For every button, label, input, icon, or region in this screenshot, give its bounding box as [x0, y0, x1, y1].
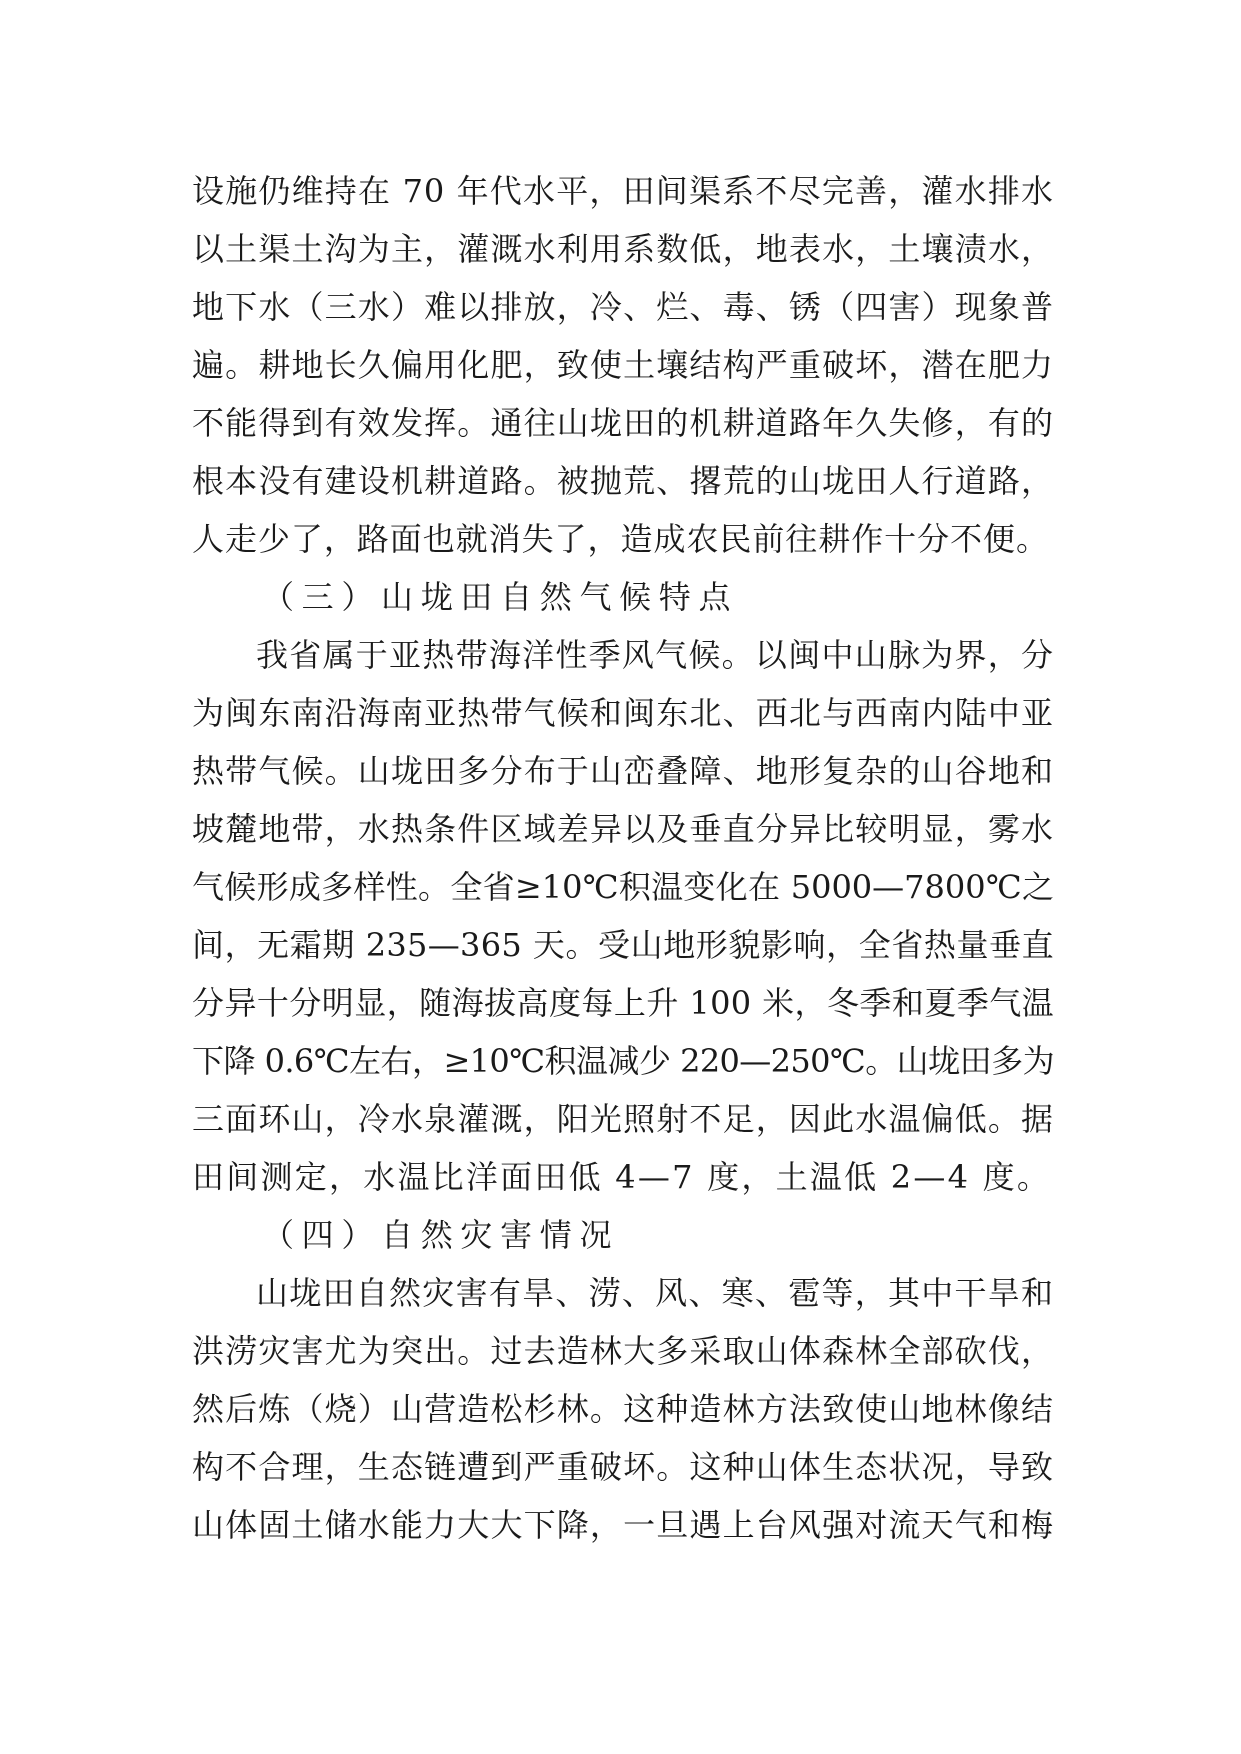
- text-line: 气候形成多样性。全省≥10℃积温变化在 5000—7800℃之: [192, 868, 1054, 906]
- text-line: 热带气候。山垅田多分布于山峦叠障、地形复杂的山谷地和: [192, 752, 1054, 790]
- section-heading: （三）山垅田自然气候特点: [262, 578, 739, 616]
- text-line: 间，无霜期 235—365 天。受山地形貌影响，全省热量垂直: [192, 926, 1054, 964]
- text-line: 山垅田自然灾害有旱、涝、风、寒、雹等，其中干旱和: [256, 1274, 1054, 1312]
- text-line: 为闽东南沿海南亚热带气候和闽东北、西北与西南内陆中亚: [192, 694, 1054, 732]
- text-line: 地下水（三水）难以排放，冷、烂、毒、锈（四害）现象普: [192, 288, 1054, 326]
- text-line: 遍。耕地长久偏用化肥，致使土壤结构严重破坏，潜在肥力: [192, 346, 1054, 384]
- text-line: 山体固土储水能力大大下降，一旦遇上台风强对流天气和梅: [192, 1506, 1054, 1544]
- text-line: 根本没有建设机耕道路。被抛荒、撂荒的山垅田人行道路，: [192, 462, 1054, 500]
- text-line: 洪涝灾害尤为突出。过去造林大多采取山体森林全部砍伐，: [192, 1332, 1054, 1370]
- text-line: 分异十分明显，随海拔高度每上升 100 米，冬季和夏季气温: [192, 984, 1054, 1022]
- text-line: 人走少了，路面也就消失了，造成农民前往耕作十分不便。: [192, 520, 1049, 558]
- text-line: 坡麓地带，水热条件区域差异以及垂直分异比较明显，雾水: [192, 810, 1054, 848]
- text-line: 我省属于亚热带海洋性季风气候。以闽中山脉为界，分: [256, 636, 1054, 674]
- text-line: 三面环山，冷水泉灌溉，阳光照射不足，因此水温偏低。据: [192, 1100, 1054, 1138]
- text-line: 不能得到有效发挥。通往山垅田的机耕道路年久失修，有的: [192, 404, 1054, 442]
- text-line: 下降 0.6℃左右，≥10℃积温减少 220—250℃。山垅田多为: [192, 1042, 1054, 1080]
- text-line: 设施仍维持在 70 年代水平，田间渠系不尽完善，灌水排水: [192, 172, 1054, 210]
- text-line: 构不合理，生态链遭到严重破坏。这种山体生态状况，导致: [192, 1448, 1054, 1486]
- document-body: [192, 162, 1054, 1554]
- text-line: 然后炼（烧）山营造松杉林。这种造林方法致使山地林像结: [192, 1390, 1054, 1428]
- section-heading: （四）自然灾害情况: [262, 1216, 620, 1254]
- text-line: 田间测定，水温比洋面田低 4—7 度，土温低 2—4 度。: [192, 1158, 1052, 1196]
- text-line: 以土渠土沟为主，灌溉水利用系数低，地表水，土壤渍水，: [192, 230, 1054, 268]
